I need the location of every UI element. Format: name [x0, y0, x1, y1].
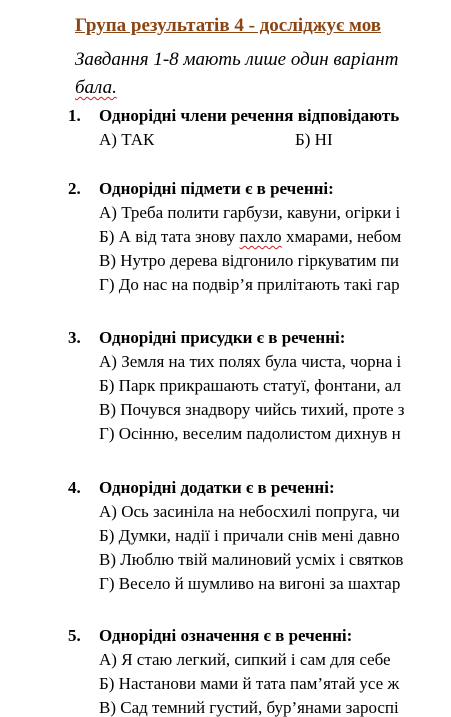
option-a: А) ТАК: [99, 130, 155, 149]
option-b: Б) Думки, надії і причали снів мені давно: [99, 526, 400, 545]
option-a: А) Я стаю легкий, сипкий і сам для себе: [99, 650, 391, 669]
option-v: В) Нутро дерева відгонило гіркуватим пи: [99, 251, 399, 270]
question-5: [68, 624, 451, 717]
question-number: 2.: [68, 179, 81, 198]
question-text: Однорідні присудки є в реченні:: [99, 328, 346, 347]
option-v: В) Сад темний густий, бур’янами зароспі: [99, 698, 399, 717]
option-b: Б) Настанови мами й тата пам’ятай усе ж: [99, 674, 400, 693]
question-3: [68, 326, 451, 446]
question-number: 3.: [68, 328, 81, 347]
question-number: 1.: [68, 106, 81, 125]
question-4: [68, 476, 451, 596]
instructions-line-1: Завдання 1-8 мають лише один варіант: [75, 49, 399, 70]
question-text: Однорідні додатки є в реченні:: [99, 478, 335, 497]
option-a: А) Ось засиніла на небосхилі попруга, чи: [99, 502, 400, 521]
option-b: Б) НІ: [295, 130, 333, 149]
question-number: 4.: [68, 478, 81, 497]
question-text: Однорідні члени речення відповідають: [99, 106, 400, 125]
option-v: В) Люблю твій малиновий усміх і святков: [99, 550, 404, 569]
option-g: Г) До нас на подвір’я прилітають такі гар: [99, 275, 400, 294]
section-title: Група результатів 4 - досліджує мов: [75, 15, 381, 36]
option-v: В) Почувся знадвору чийсь тихий, проте з: [99, 400, 405, 419]
question-1: [68, 104, 451, 152]
option-g: Г) Весело й шумливо на вигоні за шахтар: [99, 574, 401, 593]
question-text: Однорідні означення є в реченні:: [99, 626, 353, 645]
instructions-line-2: бала.: [75, 77, 117, 98]
option-b: Б) А від тата знову пахло хмарами, небом: [99, 227, 402, 246]
question-2: [68, 177, 451, 297]
instructions: [75, 46, 451, 102]
option-b: Б) Парк прикрашають статуї, фонтани, ал: [99, 376, 401, 395]
question-number: 5.: [68, 626, 81, 645]
question-text: Однорідні підмети є в реченні:: [99, 179, 334, 198]
option-a: А) Земля на тих полях була чиста, чорна і: [99, 352, 402, 371]
option-g: Г) Осінню, веселим падолистом дихнув н: [99, 424, 401, 443]
option-a: А) Треба полити гарбузи, кавуни, огірки і: [99, 203, 401, 222]
